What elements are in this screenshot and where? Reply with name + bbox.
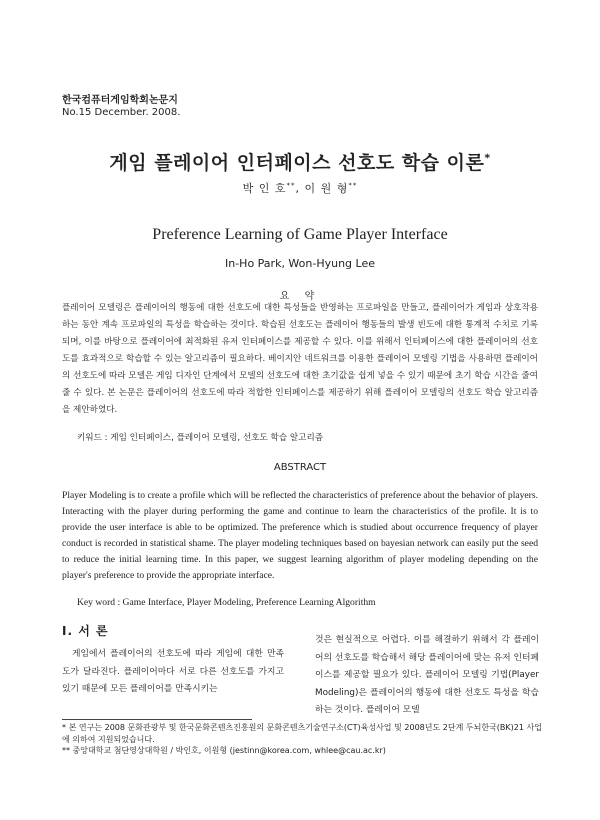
authors-korean [0, 180, 600, 196]
author-1-ko: 박 인 호 [242, 182, 287, 195]
footnote-divider [62, 719, 252, 720]
title-footnote-mark: * [484, 151, 491, 165]
intro-left-text: 게임에서 플레이어의 선호도에 따라 게임에 대한 만족도가 달라진다. 플레이어마다 서로 다른 선호도를 가지고 있기 때문에 모든 플레이어를 만족시키는 [62, 649, 284, 694]
author-2-mark: ** [348, 181, 358, 190]
author-1-mark: ** [286, 181, 296, 190]
abstract-ko-heading: 요 약 [279, 291, 321, 302]
footnote-affiliation: ** 중앙대학교 첨단영상대학원 / 박인호, 이원형 (jestinn@korea.com, whlee@cau.ac.kr) [62, 746, 386, 755]
footnotes [62, 722, 542, 757]
abstract-english: Player Modeling is to create a profile which will be reflected the characteristics of preference about the behavior of players. Interacting with the player during performing the game and continue to learn the characteristics of the profile. It is to provide the user interface is able to be optimized. The preference which is studied about occurrence frequency of player conduct is recorded in statistical shame. The player modeling techniques based on bayesian network can easily put the seed to reduce the initial learning time. In this paper, we suggest learning algorithm of player modeling depending on the player's preference to provide the appropriate interface. [62, 490, 538, 581]
keywords-english: Key word : Game Interface, Player Modeling, Preference Learning Algorithm [77, 597, 376, 608]
intro-right-column [315, 632, 539, 720]
paper-title-english: Preference Learning of Game Player Interface [152, 226, 448, 243]
journal-issue: No.15 December. 2008. [62, 107, 181, 118]
keywords-korean: 키워드 : 게임 인터페이스, 플레이어 모델링, 선호도 학습 알고리즘 [77, 433, 324, 443]
abstract-en-heading: ABSTRACT [273, 462, 327, 473]
authors-english: In-Ho Park, Won-Hyung Lee [224, 257, 376, 270]
paper-title-korean [0, 148, 600, 175]
intro-right-text: 것은 현실적으로 어렵다. 이를 해결하기 위해서 각 플레이어의 선호도를 학습해서 해당 플레이어에 맞는 유저 인터페이스를 제공할 필요가 있다. 플레이어 모델링 기법(Player Modeling)은 플레이어의 행동에 대한 선호도 특성을 학습하는 것이다. 플레이어 모델 [315, 635, 539, 715]
author-2-ko: 이 원 형 [304, 182, 349, 195]
footnote-funding: * 본 연구는 2008 문화관광부 및 한국문화콘텐츠진흥원의 문화콘텐츠기술연구소(CT)육성사업 및 2008년도 2단계 두뇌한국(BK)21 사업에 의하여 지원되었습니다. [62, 723, 542, 744]
abstract-korean: 플레이어 모델링은 플레이어의 행동에 대한 선호도에 대한 특성들을 반영하는 프로파일을 만들고, 플레이어가 게임과 상호작용하는 동안 계속 프로파일의 특성을 학습하는 것이다. 학습된 선호도는 플레이어 행동들의 발생 빈도에 대한 통계적 수치로 기록되며, 이를 바탕으로 플레이어에 최적화된 유저 인터페이스를 제공할 수 있다. 이를 위해서 인터페이스에 대한 플레이어의 선호도를 효과적으로 학습할 수 있는 알고리즘이 필요하다. 베이지안 네트워크를 이용한 플레이어 모델링 기법을 사용하면 플레이어의 선호도에 따라 모델은 게임 디자인 단계에서 모델의 선호도에 대한 초기값을 쉽게 넣을 수 있기 때문에 초기 학습 시간을 줄여줄 수 있다. 본 논문은 플레이어의 선호도에 따라 적합한 인터페이스를 제공하기 위해 플레이어 모델링의 선호도 학습 알고리즘을 제안하였다. [62, 303, 538, 415]
journal-header [62, 95, 180, 119]
intro-left-column [62, 622, 284, 699]
author-separator: , [295, 182, 305, 195]
title-ko-text: 게임 플레이어 인터페이스 선호도 학습 이론 [109, 152, 485, 174]
intro-heading: Ⅰ. 서 론 [62, 624, 109, 638]
journal-name: 한국컴퓨터게임학회논문지 [62, 95, 178, 106]
